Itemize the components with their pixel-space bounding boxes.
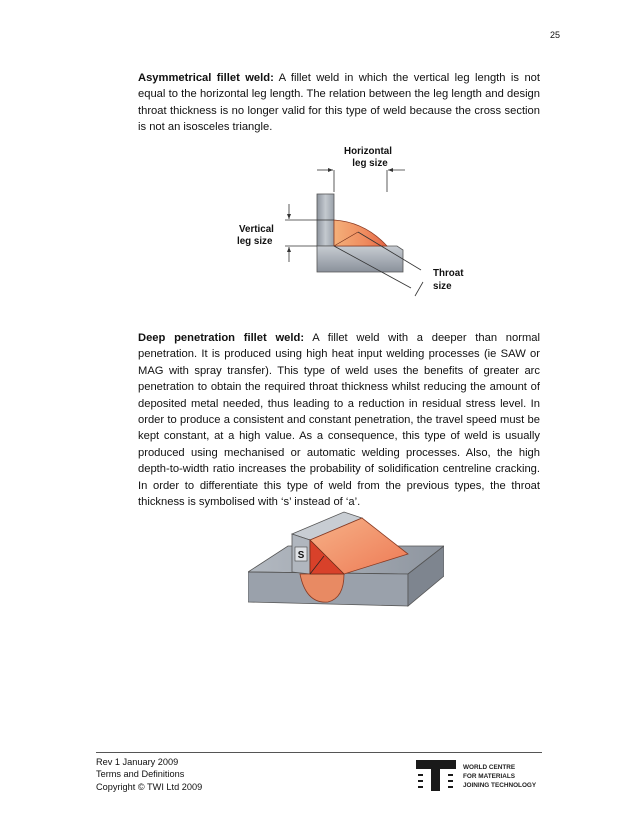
asymmetrical-fillet-weld-paragraph [138, 70, 540, 136]
term-deep-penetration-fillet-weld: Deep penetration fillet weld: [138, 332, 305, 344]
horizontal-leg-size-label-2: leg size [352, 158, 388, 169]
asymmetrical-fillet-weld-diagram [225, 140, 505, 300]
twi-logo-icon [416, 760, 456, 791]
horizontal-leg-size-label: Horizontal [344, 146, 392, 157]
deep-penetration-fillet-weld-diagram [248, 510, 444, 626]
vertical-leg-size-label-2: leg size [237, 236, 273, 247]
footer-divider [96, 752, 542, 753]
logo-line-1: WORLD CENTRE [463, 764, 516, 771]
arrowhead-icon [328, 168, 333, 172]
fillet-weld [334, 220, 387, 246]
vertical-leg-size-label: Vertical [239, 224, 274, 235]
page-number: 25 [549, 30, 560, 40]
throat-dim-arrow [415, 282, 423, 296]
footer-info [96, 756, 202, 793]
logo-line-3: JOINING TECHNOLOGY [463, 782, 537, 789]
logo-line-2: FOR MATERIALS [463, 773, 516, 780]
s-label: S [297, 550, 305, 561]
footer-revision: Rev 1 January 2009 [96, 757, 179, 767]
footer-copyright: Copyright © TWI Ltd 2009 [96, 781, 203, 792]
footer-title: Terms and Definitions [96, 769, 185, 780]
definition-asymmetrical-fillet-weld: A fillet weld in which the vertical leg length is not equal to the horizontal leg length. The relation between the leg length and design throat thickness is no longer valid for this type of weld because the cross section is not an isosceles triangle. [138, 72, 540, 134]
definition-deep-penetration-fillet-weld: A fillet weld with a deeper than normal penetration. It is produced using high heat input welding processes (ie SAW or MAG with spray transfer). This type of weld uses the benefits of greater arc penetration to obtain the required throat thickness whilst reducing the amount of deposited metal needed, thus leading to a reduction in residual stress level. In order to produce a consistent and constant penetration, the travel speed must be kept constant, at a high value. As a consequence, this type of weld is usually produced using mechanised or automatic welding processes. Also, the high depth-to-width ratio increases the probability of solidification centreline cracking. In order to differentiate this type of weld from the previous types, the throat thickness is symbolised with ‘s’ instead of ‘a’. [138, 332, 541, 509]
arrowhead-icon [287, 247, 291, 252]
arrowhead-icon [287, 214, 291, 219]
throat-size-label-2: size [433, 281, 452, 292]
twi-logo [416, 758, 546, 794]
horizontal-plate [317, 246, 403, 272]
throat-size-label: Throat [433, 268, 464, 279]
deep-penetration-fillet-weld-paragraph [138, 330, 540, 510]
term-asymmetrical-fillet-weld: Asymmetrical fillet weld: [138, 72, 274, 84]
arrowhead-icon [388, 168, 393, 172]
